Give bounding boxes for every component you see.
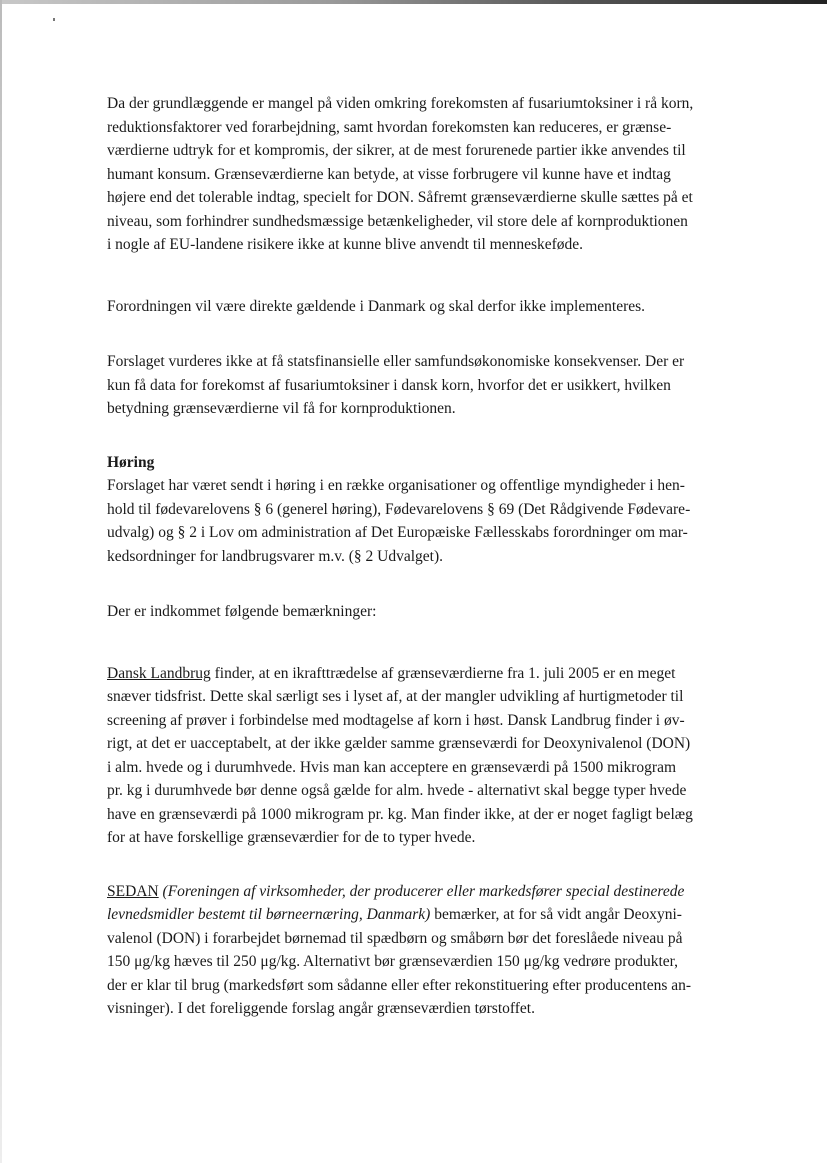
text-fragment: bemærker, at for så vidt angår Deoxyni- [430, 906, 682, 923]
text-line: hold til fødevarelovens § 6 (generel høring), Fødevarelovens § 69 (Det Rådgivende Fødevare- [107, 500, 691, 518]
text-fragment: (Foreningen af virksomheder, der producerer eller markedsfører special destinerede [158, 882, 685, 900]
text-line [107, 880, 747, 904]
paragraph-consultation [107, 474, 747, 568]
text-line: reduktionsfaktorer ved forarbejdning, samt hvordan forekomsten kan reduceres, er grænse- [107, 118, 672, 136]
text-line: rigt, at det er uacceptabelt, at der ikke gælder samme grænseværdi for Deoxynivalenol (DON) [107, 735, 691, 752]
scan-speck [53, 18, 55, 21]
text-line: visninger). I det foreliggende forslag angår grænseværdien tørstoffet. [107, 1000, 535, 1017]
paragraph-regulation-applicability [107, 295, 747, 319]
text-line: screening af prøver i forbindelse med modtagelse af korn i høst. Dansk Landbrug finder i øv- [107, 711, 685, 729]
paragraph-consequences [107, 350, 747, 421]
text-line [107, 903, 747, 927]
text-line: udvalg) og § 2 i Lov om administration af Det Europæiske Fællesskabs forordninger om mar- [107, 524, 688, 541]
text-line: Forslaget vurderes ikke at få statsfinansielle eller samfundsøkonomiske konsekvenser. Der er [107, 353, 685, 370]
scan-top-edge [0, 0, 827, 4]
text-line [107, 662, 747, 686]
scan-left-edge [0, 0, 2, 1163]
text-line: Forslaget har været sendt i høring i en række organisationer og offentlige myndigheder i hen- [107, 477, 685, 494]
text-line: pr. kg i durumhvede bør denne også gælde for alm. hvede - alternativt skal begge typer hvede [107, 782, 687, 799]
text-line: 150 μg/kg hæves til 250 μg/kg. Alternativt bør grænseværdien 150 μg/kg vedrøre produkter, [107, 953, 679, 970]
text-line: have en grænseværdi på 1000 mikrogram pr. kg. Man finder ikke, at der er noget fagligt belæg [107, 805, 693, 823]
text-line: Der er indkommet følgende bemærkninger: [107, 603, 377, 620]
text-line: kedsordninger for landbrugsvarer m.v. (§ 2 Udvalget). [107, 547, 444, 565]
section-heading-hoering: Høring [107, 453, 155, 471]
text-line: valenol (DON) i forarbejdet børnemad til spædbørn og småbørn bør det foreslåede niveau på [107, 929, 683, 947]
text-line: værdierne udtryk for et kompromis, der sikrer, at de mest forurenede partier ikke anvendes til [107, 142, 686, 159]
text-line: højere end det tolerable indtag, specielt for DON. Såfremt grænseværdierne skulle sættes på et [107, 189, 693, 206]
text-line: betydning grænseværdierne vil få for kornproduktionen. [107, 400, 456, 417]
text-fragment: levnedsmidler bestemt til børneernæring, Danmark) [107, 906, 431, 923]
paragraph-remarks-intro [107, 600, 747, 624]
text-line: i alm. hvede og i durumhvede. Hvis man kan acceptere en grænseværdi på 1500 mikrogram [107, 758, 677, 776]
paragraph-sedan [107, 880, 747, 1021]
text-line: Da der grundlæggende er mangel på viden omkring forekomsten af fusariumtoksiner i rå korn, [107, 95, 694, 112]
text-line: snæver tidsfrist. Dette skal særligt ses i lyset af, at der mangler udvikling af hurtigmetoder til [107, 688, 684, 705]
text-line: Forordningen vil være direkte gældende i Danmark og skal derfor ikke implementeres. [107, 297, 646, 315]
organisation-name: SEDAN [107, 882, 159, 900]
paragraph-limit-values-compromise [107, 92, 747, 257]
text-line: niveau, som forhindrer sundhedsmæssige betænkeligheder, vil store dele af kornproduktionen [107, 212, 688, 230]
text-fragment: finder, at en ikrafttrædelse af grænseværdierne fra 1. juli 2005 er en meget [210, 664, 676, 682]
text-line: der er klar til brug (markedsført som sådanne eller efter rekonstituering efter producentens an- [107, 976, 692, 994]
text-line: for at have forskellige grænseværdier for de to typer hvede. [107, 829, 476, 846]
organisation-name: Dansk Landbrug [107, 664, 211, 682]
document-page [107, 92, 747, 1021]
text-line: i nogle af EU-landene risikere ikke at kunne blive anvendt til menneskeføde. [107, 236, 584, 253]
paragraph-dansk-landbrug [107, 662, 747, 850]
text-line: kun få data for forekomst af fusariumtoksiner i dansk korn, hvorfor det er usikkert, hvilken [107, 376, 671, 394]
text-line: humant konsum. Grænseværdierne kan betyde, at visse forbrugere vil kunne have et indtag [107, 165, 671, 183]
